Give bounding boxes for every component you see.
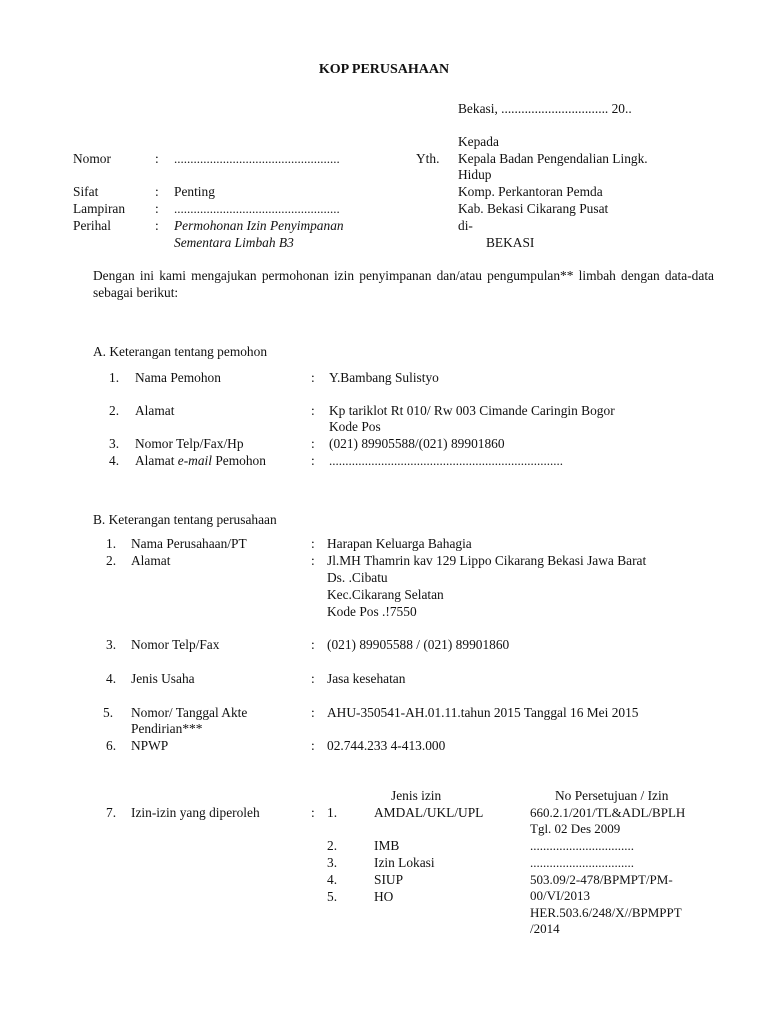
- b-item-num: 7.: [106, 805, 117, 820]
- permit-number: 660.2.1/201/TL&ADL/BPLH: [530, 805, 686, 820]
- section-a-heading: A. Keterangan tentang pemohon: [93, 344, 268, 359]
- perihal-value-line1: Permohonan Izin Penyimpanan: [174, 218, 344, 233]
- permit-number-line2: 00/VI/2013: [530, 888, 590, 903]
- a-item-num: 1.: [109, 370, 120, 385]
- b-item-num: 4.: [106, 671, 117, 686]
- b-item-colon: :: [311, 536, 315, 551]
- b-item-label-line2: Pendirian***: [131, 721, 203, 736]
- a-item-colon: :: [311, 453, 315, 468]
- recipient-line6: BEKASI: [486, 235, 535, 250]
- permit-number: 503.09/2-478/BPMPT/PM-: [530, 872, 673, 887]
- sifat-colon: :: [155, 184, 159, 199]
- b-item-num: 1.: [106, 536, 117, 551]
- lampiran-label: Lampiran: [73, 201, 126, 216]
- permit-type: AMDAL/UKL/UPL: [374, 805, 484, 820]
- nomor-value: ...................................................: [174, 151, 340, 166]
- perihal-value-line2: Sementara Limbah B3: [174, 235, 294, 250]
- recipient-line5: di-: [458, 218, 473, 233]
- permit-number: HER.503.6/248/X//BPMPPT: [530, 905, 682, 920]
- b-item-colon: :: [311, 805, 315, 820]
- b-item-label: Nomor Telp/Fax: [131, 637, 220, 652]
- b-item-label: Nomor/ Tanggal Akte: [131, 705, 248, 720]
- permit-number-line2: /2014: [530, 921, 560, 936]
- nomor-colon: :: [155, 151, 159, 166]
- a-item-value: Kp tariklot Rt 010/ Rw 003 Cimande Caringin Bogor: [329, 403, 615, 418]
- permit-number: ................................: [530, 838, 634, 853]
- a-item-label: Nama Pemohon: [135, 370, 221, 385]
- a-item-label: Alamat: [135, 403, 175, 418]
- permit-type: HO: [374, 889, 394, 904]
- b-item-value: Jl.MH Thamrin kav 129 Lippo Cikarang Bekasi Jawa Barat: [327, 553, 647, 568]
- intro-paragraph: Dengan ini kami mengajukan permohonan izin penyimpanan dan/atau pengumpulan** limbah dengan data-data sebagai berikut:: [93, 268, 714, 300]
- permit-num: 1.: [327, 805, 338, 820]
- permit-num: 3.: [327, 855, 338, 870]
- b-item-num: 6.: [106, 738, 117, 753]
- b-item-value-line3: Kec.Cikarang Selatan: [327, 587, 444, 602]
- b-item-colon: :: [311, 705, 315, 720]
- letterhead-title: KOP PERUSAHAAN: [318, 62, 450, 77]
- b-item-value: Jasa kesehatan: [327, 671, 406, 686]
- recipient-line4: Kab. Bekasi Cikarang Pusat: [458, 201, 609, 216]
- a-item-colon: :: [311, 403, 315, 418]
- permit-type: IMB: [374, 838, 400, 853]
- permit-num: 2.: [327, 838, 338, 853]
- b-item-colon: :: [311, 738, 315, 753]
- b-item-colon: :: [311, 671, 315, 686]
- b-item-value: AHU-350541-AH.01.11.tahun 2015 Tanggal 16 Mei 2015: [327, 705, 639, 720]
- b-item-num: 5.: [103, 705, 114, 720]
- permit-num: 5.: [327, 889, 338, 904]
- b-item-value-line2: Ds. .Cibatu: [327, 570, 388, 585]
- lampiran-value: ...................................................: [174, 201, 340, 216]
- recipient-line2: Hidup: [458, 167, 492, 182]
- perihal-colon: :: [155, 218, 159, 233]
- recipient-line1: Kepala Badan Pengendalian Lingk.: [458, 151, 648, 166]
- b-item-value: 02.744.233 4-413.000: [327, 738, 446, 753]
- a-item-value: (021) 89905588/(021) 89901860: [329, 436, 505, 451]
- a-item-label-em: e-mail: [177, 453, 212, 468]
- perihal-label: Perihal: [73, 218, 111, 233]
- a-item-value: ........................................................................: [329, 453, 563, 468]
- b-item-value: Harapan Keluarga Bahagia: [327, 536, 472, 551]
- permit-number-line2: Tgl. 02 Des 2009: [530, 821, 621, 836]
- b-item-label: Nama Perusahaan/PT: [131, 536, 247, 551]
- b-item-label: Izin-izin yang diperoleh: [131, 805, 260, 820]
- a-item-value-line2: Kode Pos: [329, 419, 381, 434]
- a-item-colon: :: [311, 436, 315, 451]
- permit-number: ................................: [530, 855, 634, 870]
- permit-type: SIUP: [374, 872, 404, 887]
- sifat-value: Penting: [174, 184, 215, 199]
- b-item-value: (021) 89905588 / (021) 89901860: [327, 637, 510, 652]
- place-date: Bekasi, ................................ 20..: [458, 101, 632, 116]
- b-item-num: 2.: [106, 553, 117, 568]
- a-item-colon: :: [311, 370, 315, 385]
- a-item-value: Y.Bambang Sulistyo: [329, 370, 439, 385]
- b-item-label: Jenis Usaha: [131, 671, 195, 686]
- permit-type: Izin Lokasi: [374, 855, 435, 870]
- permits-col-type-header: Jenis izin: [391, 788, 442, 803]
- a-item-label-post: Pemohon: [211, 453, 266, 468]
- recipient-line3: Komp. Perkantoran Pemda: [458, 184, 603, 199]
- recipient-kepada: Kepada: [458, 134, 499, 149]
- a-item-label: Nomor Telp/Fax/Hp: [135, 436, 244, 451]
- b-item-colon: :: [311, 553, 315, 568]
- b-item-value-line4: Kode Pos .!7550: [327, 604, 417, 619]
- section-b-heading: B. Keterangan tentang perusahaan: [93, 512, 277, 527]
- b-item-colon: :: [311, 637, 315, 652]
- b-item-num: 3.: [106, 637, 117, 652]
- a-item-num: 2.: [109, 403, 120, 418]
- permits-col-number-header: No Persetujuan / Izin: [555, 788, 669, 803]
- sifat-label: Sifat: [73, 184, 99, 199]
- recipient-yth: Yth.: [416, 151, 440, 166]
- a-item-label-pre: Alamat: [135, 453, 178, 468]
- lampiran-colon: :: [155, 201, 159, 216]
- b-item-label: Alamat: [131, 553, 171, 568]
- b-item-label: NPWP: [131, 738, 169, 753]
- nomor-label: Nomor: [73, 151, 111, 166]
- a-item-label: [135, 452, 266, 469]
- a-item-num: 3.: [109, 436, 120, 451]
- permit-num: 4.: [327, 872, 338, 887]
- a-item-num: 4.: [109, 453, 120, 468]
